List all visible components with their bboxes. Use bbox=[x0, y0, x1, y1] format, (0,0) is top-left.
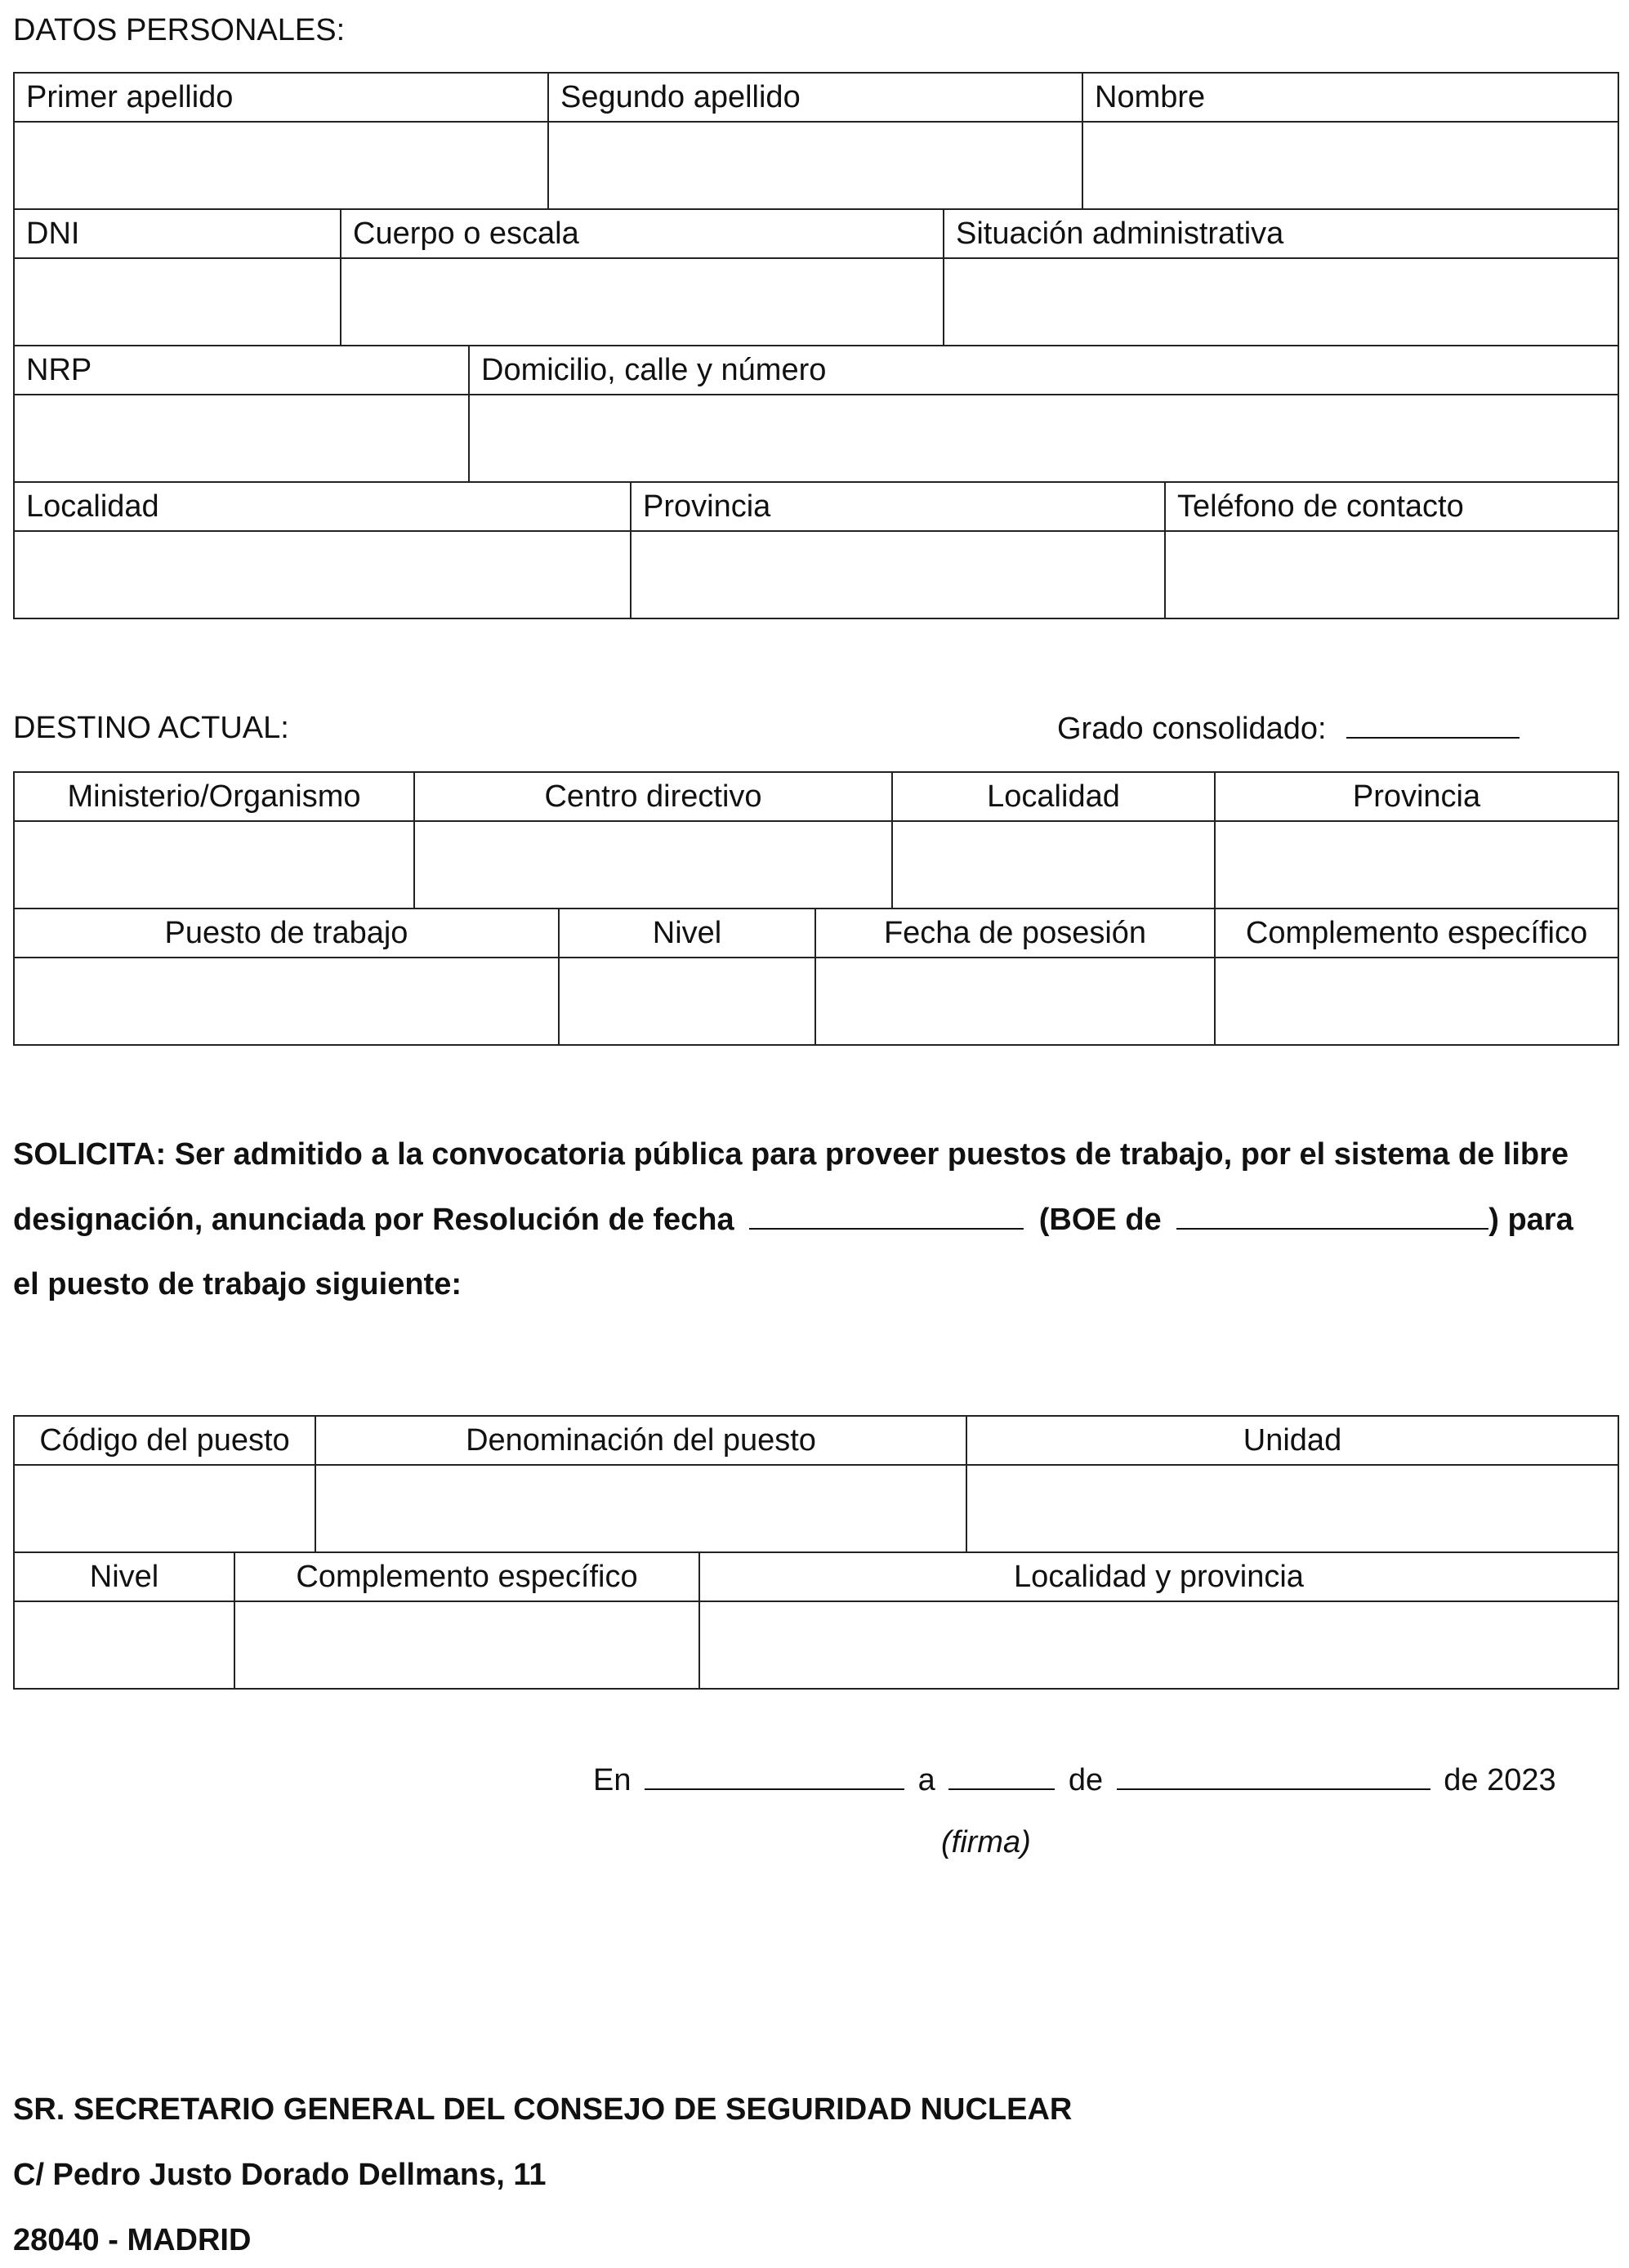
grado-consolidado bbox=[1057, 712, 1520, 744]
solicita-line-2 bbox=[13, 1203, 1573, 1235]
fecha-de-label: de bbox=[1068, 1763, 1104, 1797]
destino-table-2 bbox=[13, 908, 1619, 1046]
destinatario-line-1: SR. SECRETARIO GENERAL DEL CONSEJO DE SEGURIDAD NUCLEAR bbox=[13, 2092, 1073, 2127]
fecha-lugar-blank[interactable] bbox=[645, 1764, 904, 1790]
destinatario-line-3: 28040 - MADRID bbox=[13, 2223, 252, 2257]
field-centro-directivo[interactable] bbox=[414, 821, 892, 909]
solicita-boe-label: (BOE de bbox=[1038, 1203, 1162, 1237]
label-unidad: Unidad bbox=[966, 1416, 1618, 1465]
label-denominacion-puesto: Denominación del puesto bbox=[315, 1416, 966, 1465]
label-dni: DNI bbox=[14, 209, 341, 258]
label-codigo-puesto: Código del puesto bbox=[14, 1416, 315, 1465]
fecha-dia-blank[interactable] bbox=[948, 1764, 1055, 1790]
field-puesto-complemento[interactable] bbox=[234, 1601, 699, 1689]
field-nrp[interactable] bbox=[14, 395, 469, 482]
field-ministerio[interactable] bbox=[14, 821, 414, 909]
label-puesto-trabajo: Puesto de trabajo bbox=[14, 909, 559, 958]
label-destino-provincia: Provincia bbox=[1215, 772, 1618, 821]
label-domicilio: Domicilio, calle y número bbox=[469, 346, 1618, 395]
solicita-line-1: SOLICITA: Ser admitido a la convocatoria pública para proveer puestos de trabajo, por el sistema de libre bbox=[13, 1137, 1569, 1172]
field-puesto-nivel[interactable] bbox=[14, 1601, 234, 1689]
destino-section-title: DESTINO ACTUAL: bbox=[13, 711, 289, 745]
field-codigo-puesto[interactable] bbox=[14, 1465, 315, 1552]
field-localidad-provincia[interactable] bbox=[699, 1601, 1618, 1689]
grado-consolidado-label: Grado consolidado: bbox=[1057, 712, 1327, 746]
personal-data-table-2 bbox=[13, 208, 1619, 346]
field-fecha-posesion[interactable] bbox=[815, 958, 1215, 1045]
label-ministerio: Ministerio/Organismo bbox=[14, 772, 414, 821]
field-unidad[interactable] bbox=[966, 1465, 1618, 1552]
puesto-table-2 bbox=[13, 1551, 1619, 1690]
fecha-a-label: a bbox=[917, 1763, 935, 1797]
field-complemento-especifico[interactable] bbox=[1215, 958, 1618, 1045]
label-localidad-provincia: Localidad y provincia bbox=[699, 1552, 1618, 1601]
field-denominacion-puesto[interactable] bbox=[315, 1465, 966, 1552]
field-situacion-administrativa[interactable] bbox=[944, 258, 1618, 346]
field-localidad[interactable] bbox=[14, 531, 631, 618]
field-segundo-apellido[interactable] bbox=[548, 122, 1082, 209]
label-puesto-complemento: Complemento específico bbox=[234, 1552, 699, 1601]
resolucion-fecha-blank[interactable] bbox=[749, 1203, 1024, 1230]
field-destino-provincia[interactable] bbox=[1215, 821, 1618, 909]
destinatario-line-2: C/ Pedro Justo Dorado Dellmans, 11 bbox=[13, 2158, 547, 2192]
destino-table bbox=[13, 771, 1619, 909]
boe-fecha-blank[interactable] bbox=[1176, 1203, 1488, 1230]
label-provincia: Provincia bbox=[631, 482, 1165, 531]
label-localidad: Localidad bbox=[14, 482, 631, 531]
label-puesto-nivel: Nivel bbox=[14, 1552, 234, 1601]
label-complemento-especifico: Complemento específico bbox=[1215, 909, 1618, 958]
fecha-year-label: de 2023 bbox=[1444, 1763, 1556, 1797]
label-segundo-apellido: Segundo apellido bbox=[548, 73, 1082, 122]
grado-consolidado-blank[interactable] bbox=[1346, 712, 1520, 739]
field-telefono[interactable] bbox=[1165, 531, 1618, 618]
label-telefono: Teléfono de contacto bbox=[1165, 482, 1618, 531]
field-nivel[interactable] bbox=[559, 958, 815, 1045]
label-destino-localidad: Localidad bbox=[892, 772, 1215, 821]
fecha-en-label: En bbox=[593, 1763, 632, 1797]
personal-data-table bbox=[13, 72, 1619, 210]
label-nrp: NRP bbox=[14, 346, 469, 395]
label-cuerpo-escala: Cuerpo o escala bbox=[341, 209, 944, 258]
fecha-line bbox=[593, 1764, 1556, 1796]
personal-data-table-3 bbox=[13, 345, 1619, 483]
personal-data-table-4 bbox=[13, 481, 1619, 619]
solicita-line-3: el puesto de trabajo siguiente: bbox=[13, 1267, 462, 1301]
field-puesto-trabajo[interactable] bbox=[14, 958, 559, 1045]
field-dni[interactable] bbox=[14, 258, 341, 346]
field-nombre[interactable] bbox=[1082, 122, 1618, 209]
label-nivel: Nivel bbox=[559, 909, 815, 958]
label-fecha-posesion: Fecha de posesión bbox=[815, 909, 1215, 958]
label-situacion-administrativa: Situación administrativa bbox=[944, 209, 1618, 258]
label-centro-directivo: Centro directivo bbox=[414, 772, 892, 821]
field-provincia[interactable] bbox=[631, 531, 1165, 618]
label-nombre: Nombre bbox=[1082, 73, 1618, 122]
puesto-table bbox=[13, 1415, 1619, 1553]
personal-section-title: DATOS PERSONALES: bbox=[13, 13, 346, 47]
field-domicilio[interactable] bbox=[469, 395, 1618, 482]
firma-label: (firma) bbox=[941, 1825, 1031, 1859]
label-primer-apellido: Primer apellido bbox=[14, 73, 548, 122]
solicita-para-label: ) para bbox=[1488, 1203, 1573, 1237]
field-cuerpo-escala[interactable] bbox=[341, 258, 944, 346]
field-primer-apellido[interactable] bbox=[14, 122, 548, 209]
field-destino-localidad[interactable] bbox=[892, 821, 1215, 909]
fecha-mes-blank[interactable] bbox=[1117, 1764, 1430, 1790]
solicita-line-2-text: designación, anunciada por Resolución de fecha bbox=[13, 1203, 734, 1237]
